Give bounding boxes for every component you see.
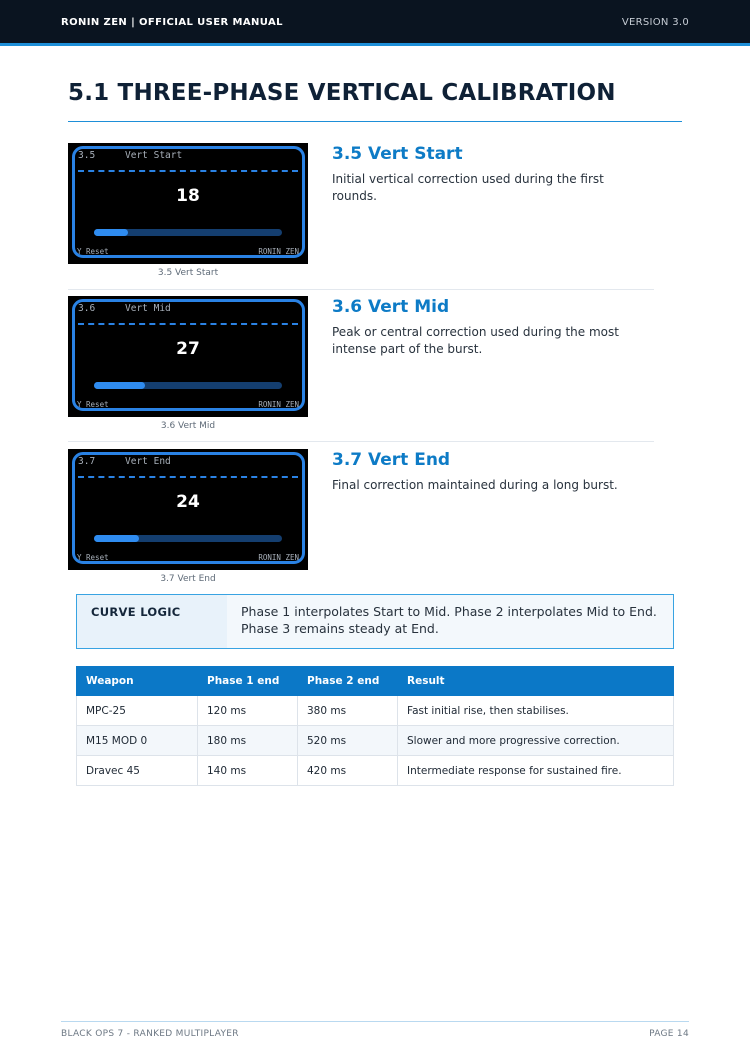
table-row <box>77 696 674 726</box>
table-cell: Dravec 45 <box>77 756 198 786</box>
footer-divider <box>61 1021 689 1022</box>
section-heading: 3.5 Vert Start <box>332 144 463 164</box>
value-bar-track <box>94 229 282 236</box>
table-cell: Intermediate response for sustained fire. <box>398 756 674 786</box>
manual-brand: RONIN ZEN | OFFICIAL USER MANUAL <box>61 17 283 28</box>
manual-version: VERSION 3.0 <box>621 17 689 28</box>
value-bar-fill <box>94 535 139 542</box>
section-description: Initial vertical correction used during the first rounds. <box>332 172 604 203</box>
table-cell: MPC-25 <box>77 696 198 726</box>
weapon-phase-table <box>76 666 674 786</box>
title-divider <box>68 121 682 122</box>
section-description: Peak or central correction used during the most intense part of the burst. <box>332 325 619 356</box>
column-header: Weapon <box>77 667 198 696</box>
device-screen <box>68 143 308 264</box>
screen-setting-name: Vert Start <box>125 150 183 161</box>
value-bar-track <box>94 382 282 389</box>
column-header: Result <box>398 667 674 696</box>
curve-logic-label: CURVE LOGIC <box>77 595 227 648</box>
page-header <box>0 0 750 46</box>
table-cell: 120 ms <box>198 696 298 726</box>
screen-footer-left: Y Reset <box>77 400 109 409</box>
section-heading: 3.6 Vert Mid <box>332 297 450 317</box>
screen-caption: 3.5 Vert Start <box>157 268 219 278</box>
table-cell: M15 MOD 0 <box>77 726 198 756</box>
table-row <box>77 756 674 786</box>
setting-section-vert-start <box>68 143 654 290</box>
footer-game-title: BLACK OPS 7 - RANKED MULTIPLAYER <box>61 1029 239 1039</box>
table-cell: 140 ms <box>198 756 298 786</box>
setting-section-vert-end <box>68 449 654 589</box>
column-header: Phase 1 end <box>198 667 298 696</box>
screen-dashed-divider <box>78 323 298 325</box>
table-row <box>77 726 674 756</box>
screen-setting-number: 3.6 <box>78 303 96 314</box>
table-cell: 420 ms <box>298 756 398 786</box>
curve-logic-box <box>76 594 674 649</box>
screen-setting-name: Vert End <box>125 456 171 467</box>
section-description: Final correction maintained during a long burst. <box>332 478 618 492</box>
table-cell: 520 ms <box>298 726 398 756</box>
table-cell: Slower and more progressive correction. <box>398 726 674 756</box>
screen-dashed-divider <box>78 170 298 172</box>
setting-section-vert-mid <box>68 296 654 442</box>
curve-logic-text: Phase 1 interpolates Start to Mid. Phase 2 interpolates Mid to End. Phase 3 remains steady at End. <box>241 604 657 636</box>
device-screen <box>68 449 308 570</box>
screen-footer-left: Y Reset <box>77 247 109 256</box>
screen-footer-right: RONIN ZEN <box>258 400 299 409</box>
screen-setting-number: 3.5 <box>78 150 96 161</box>
screen-footer-left: Y Reset <box>77 553 109 562</box>
screen-setting-name: Vert Mid <box>125 303 171 314</box>
page-number: PAGE 14 <box>649 1029 689 1039</box>
screen-caption: 3.7 Vert End <box>160 574 216 584</box>
screen-setting-value: 24 <box>176 492 200 512</box>
screen-setting-value: 18 <box>176 186 200 206</box>
value-bar-fill <box>94 382 145 389</box>
screen-setting-value: 27 <box>176 339 200 359</box>
screen-footer-right: RONIN ZEN <box>258 553 299 562</box>
screen-dashed-divider <box>78 476 298 478</box>
column-header: Phase 2 end <box>298 667 398 696</box>
value-bar-fill <box>94 229 128 236</box>
page-title: 5.1 THREE-PHASE VERTICAL CALIBRATION <box>68 80 616 106</box>
screen-footer-right: RONIN ZEN <box>258 247 299 256</box>
device-screen <box>68 296 308 417</box>
screen-setting-number: 3.7 <box>78 456 96 467</box>
value-bar-track <box>94 535 282 542</box>
screen-caption: 3.6 Vert Mid <box>160 421 216 431</box>
table-cell: Fast initial rise, then stabilises. <box>398 696 674 726</box>
table-cell: 180 ms <box>198 726 298 756</box>
table-cell: 380 ms <box>298 696 398 726</box>
section-heading: 3.7 Vert End <box>332 450 451 470</box>
table-header-row <box>77 667 674 696</box>
